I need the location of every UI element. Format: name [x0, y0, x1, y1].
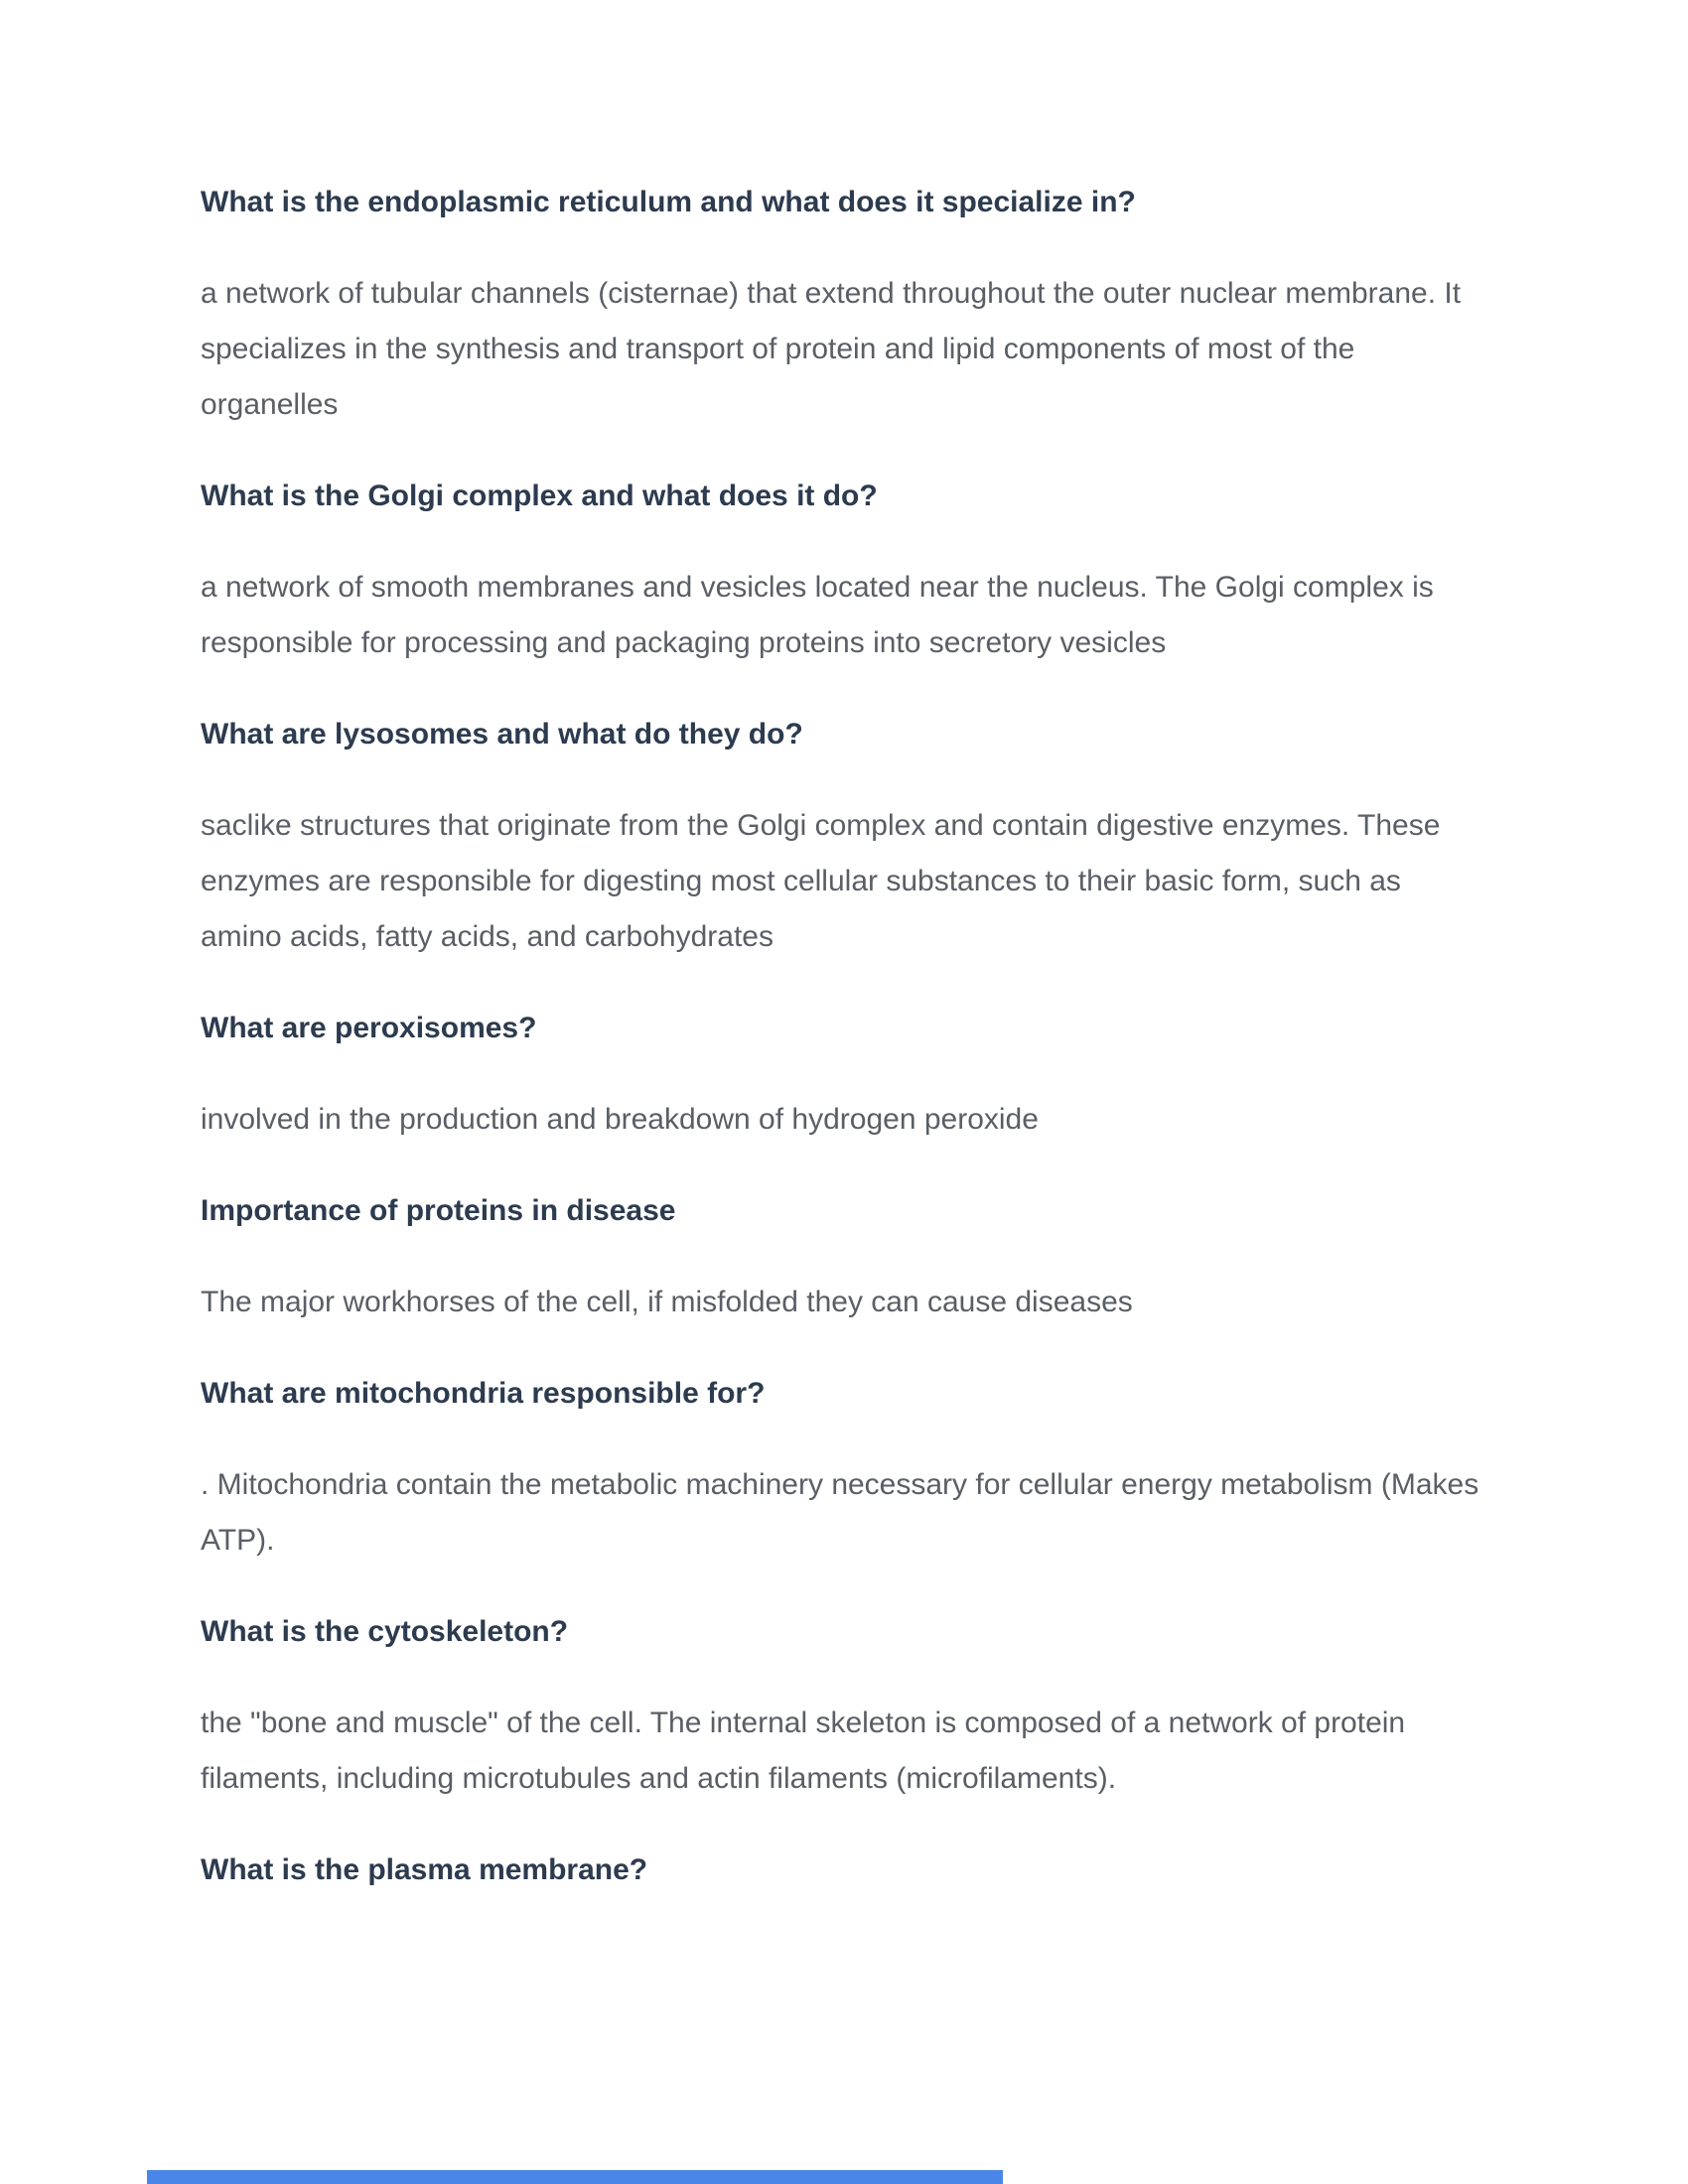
footer-blue-bar [147, 2170, 1003, 2184]
qa-item [201, 175, 1481, 433]
question-heading: What is the cytoskeleton? [201, 1615, 569, 1648]
answer-text: The major workhorses of the cell, if misfolded they can cause diseases [201, 1286, 1133, 1318]
qa-item [201, 469, 1481, 671]
question-heading: What are mitochondria responsible for? [201, 1377, 766, 1410]
answer-text: saclike structures that originate from the Golgi complex and contain digestive enzymes. These enzymes are responsible for digesting most cellular substances to their basic form, such as amino acids, fatty acids, and carbohydrates [201, 809, 1441, 953]
answer-text: a network of tubular channels (cisternae) that extend throughout the outer nuclear membrane. It specializes in the synthesis and transport of protein and lipid components of most of the organelles [201, 277, 1462, 421]
qa-item [201, 707, 1481, 965]
question-heading: What are peroxisomes? [201, 1012, 537, 1044]
answer-text: a network of smooth membranes and vesicles located near the nucleus. The Golgi complex is responsible for processing and packaging proteins into secretory vesicles [201, 571, 1434, 659]
question-heading: What is the plasma membrane? [201, 1853, 648, 1886]
qa-item [201, 1366, 1481, 1569]
answer-text: involved in the production and breakdown of hydrogen peroxide [201, 1103, 1039, 1136]
question-heading: Importance of proteins in disease [201, 1194, 676, 1227]
answer-text: . Mitochondria contain the metabolic machinery necessary for cellular energy metabolism (Makes ATP). [201, 1468, 1479, 1557]
question-heading: What is the endoplasmic reticulum and what does it specialize in? [201, 186, 1136, 218]
qa-item [201, 1183, 1481, 1330]
qa-item [201, 1001, 1481, 1148]
answer-text: the "bone and muscle" of the cell. The internal skeleton is composed of a network of protein filaments, including microtubules and actin filaments (microfilaments). [201, 1706, 1406, 1795]
document-content [201, 175, 1481, 1934]
qa-item [201, 1604, 1481, 1807]
question-heading: What is the Golgi complex and what does it do? [201, 479, 878, 512]
qa-item [201, 1843, 1481, 1898]
question-heading: What are lysosomes and what do they do? [201, 718, 803, 751]
